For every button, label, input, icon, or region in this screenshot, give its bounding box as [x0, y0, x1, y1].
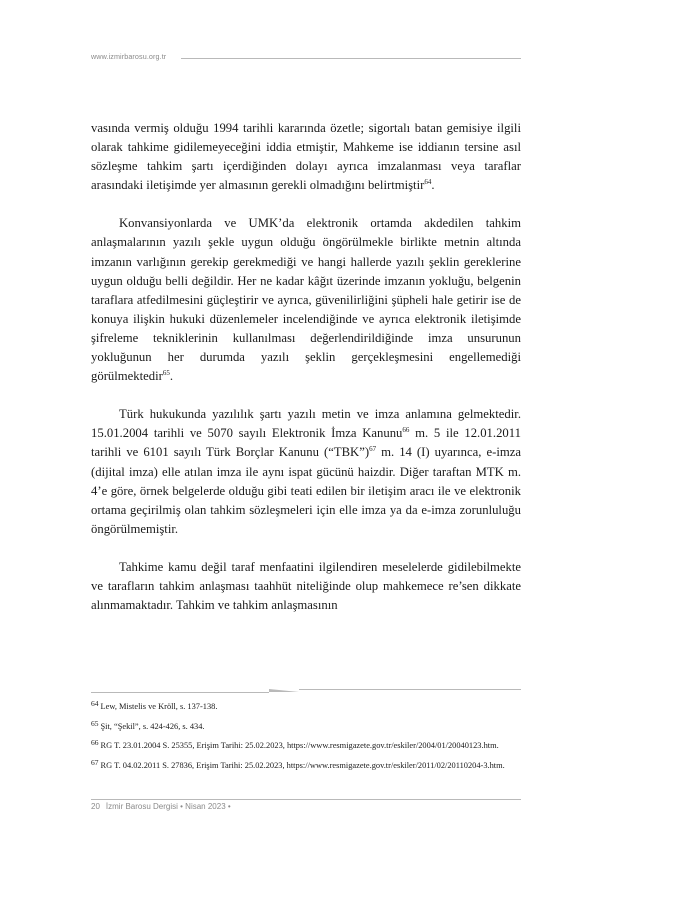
footnote-66 [91, 739, 521, 753]
running-header [91, 52, 521, 66]
header-url[interactable]: www.izmirbarosu.org.tr [91, 52, 167, 61]
running-footer [91, 802, 521, 816]
footnote-number: 66 [91, 738, 99, 747]
paragraph-2-end: . [169, 369, 174, 384]
paragraph-3-text-a: Türk hukukunda yazılılık şartı yazılı metin ve imza anlamına gelmektedir. 15.01.2004 tarihli ve 5070 sayılı Elektronik İmza Kanunu [91, 407, 521, 441]
paragraph-1-text: vasında vermiş olduğu 1994 tarihli kararında özetle; sigortalı batan gemisiye ilgili olarak tahkime gidilemeyeceğini iddia etmiştir, Mahkeme ise iddianın tersine asıl sözleşme tahkim şartı içerdiğinden dolayı ayrıca imzalanması veya taraflar arasındaki iletişimde yer almasının gerekli olmadığını belirtmiştir [91, 121, 521, 193]
footnote-number: 65 [91, 718, 99, 728]
footnote-ref-67[interactable]: 67 [369, 445, 377, 454]
footnote-number: 64 [91, 699, 99, 708]
footnote-text: Lew, Mistelis ve Kröll, s. 137-138. [100, 702, 218, 711]
paragraph-1-end: . [431, 178, 435, 193]
footnote-text: Şit, “Şekil”, s. 424-426, s. 434. [100, 721, 205, 731]
body-text [91, 119, 521, 615]
paragraph-2-text: Konvansiyonlarda ve UMK’da elektronik ortamda akdedilen tahkim anlaşmalarının yazılı şekle uygun olduğu öngörülmekle birlikte metnin altında imzanın varlığının gerekip gerekmediği ve hangi hallerde yazılı şeklin gereklerine uygun olduğu belli değildir. Her ne kadar kâğıt üzerinde imzanın yokluğu, belgenin taraflara atfedilmesini güçleştirir ve ayrıca, güvenilirliğini şüpheli hale getirir ise de konuya ilişkin hukuki düzenlemeler incelendiğinde ve ayrıca elektronik iletişimde şifreleme tekniklerinin kullanılması değerlendirildiğinde imza unsurunun yokluğunun her durumda yazılı şeklin gerçekleşmesini engellemediği görülmektedir [91, 216, 521, 384]
footnote-65 [91, 720, 521, 734]
footnote-text: RG T. 23.01.2004 S. 25355, Erişim Tarihi: 25.02.2023, https://www.resmigazete.gov.tr/eskiler/2004/01/20040123.htm. [100, 741, 499, 750]
footnote-text: RG T. 04.02.2011 S. 27836, Erişim Tarihi: 25.02.2023, https://www.resmigazete.gov.tr/eskiler/2011/02/20110204-3.htm. [100, 760, 505, 770]
paragraph-3-text-b: m. 5 ile 12.01.2011 tarihli ve 6101 sayılı Türk Borçlar Kanunu (“TBK”) [91, 426, 521, 460]
paragraph-2 [91, 214, 521, 386]
page-number: 20 [91, 802, 100, 811]
footnote-number: 67 [91, 757, 99, 767]
header-rule [181, 58, 521, 59]
paragraph-3 [91, 405, 521, 539]
footer-text [91, 802, 231, 811]
footnote-64 [91, 700, 521, 714]
footer-rule [91, 799, 521, 800]
journal-name: İzmir Barosu Dergisi • Nisan 2023 • [105, 802, 231, 811]
paragraph-1 [91, 119, 521, 195]
footnote-ref-65[interactable]: 65 [162, 369, 170, 378]
paragraph-4: Tahkime kamu değil taraf menfaatini ilgilendiren meselelerde gidilebilmekte ve tarafların tahkim anlaşması taahhüt niteliğinde olup mahkemece re’sen dikkate alınmamaktadır. Tahkim ve tahkim anlaşmasının [91, 559, 521, 613]
footnote-ref-66[interactable]: 66 [402, 426, 410, 435]
paragraph-3-text-c: m. 14 (I) uyarınca, e-imza (dijital imza) elle atılan imza ile aynı ispat gücünü haizdir. Diğer taraftan MTK m. 4’e göre, örnek belgelerde olduğu gibi teati edilen bir iletişim aracı ile ve elektronik ortama geçirilmiş olan tahkim sözleşmeleri için elle imza ya da e-imza zorunluluğu öngörülmemiştir. [91, 445, 522, 536]
footnotes [91, 700, 521, 778]
footnote-ref-64[interactable]: 64 [424, 178, 432, 187]
footnote-67 [91, 759, 521, 773]
